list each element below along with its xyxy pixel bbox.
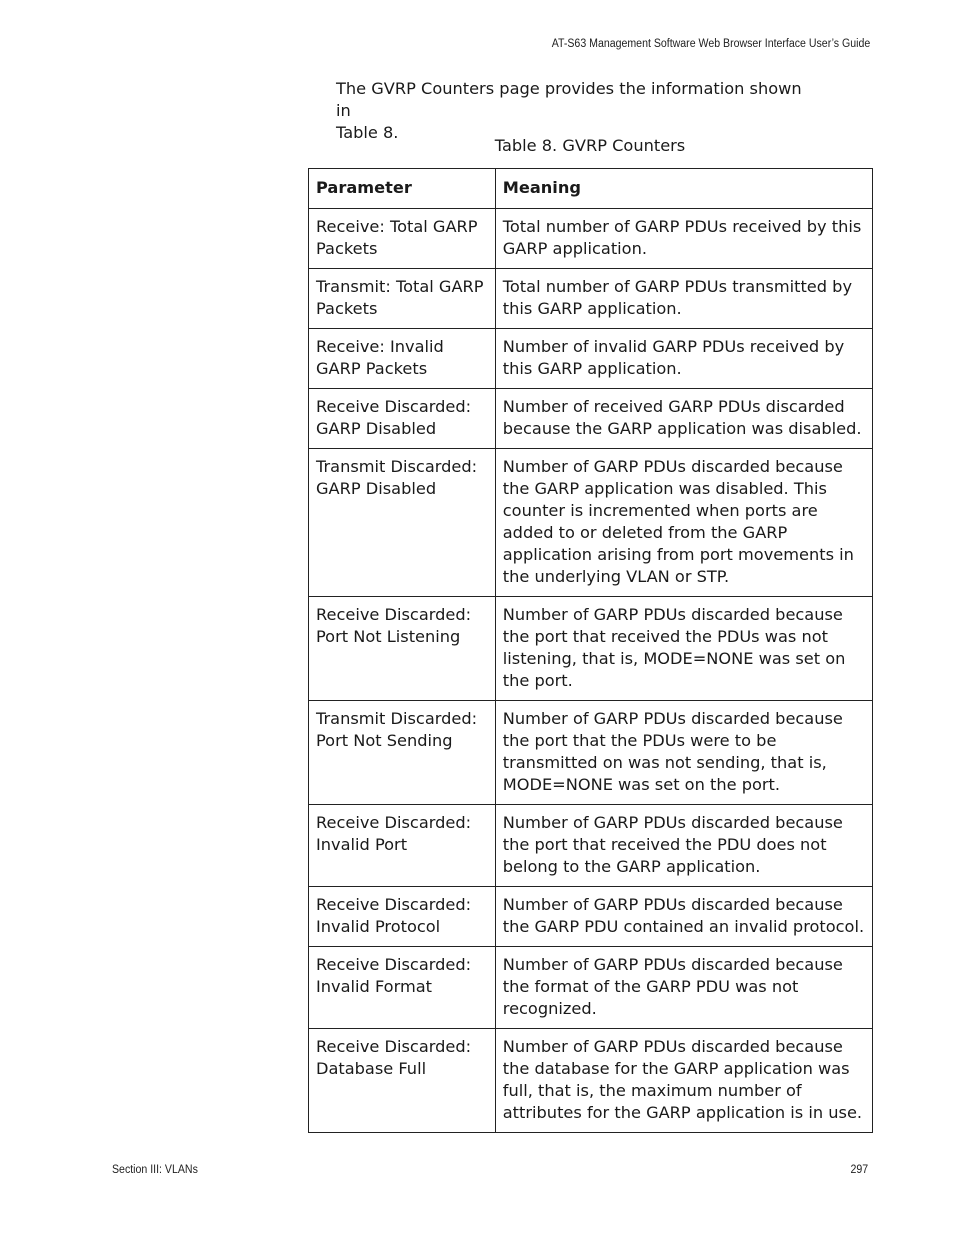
parameter-cell: Receive: Total GARP Packets <box>309 209 496 269</box>
parameter-cell: Receive Discarded: Port Not Listening <box>309 597 496 701</box>
meaning-cell: Number of GARP PDUs discarded because the port that received the PDU does not belong to the GARP application. <box>495 805 872 887</box>
meaning-cell: Number of invalid GARP PDUs received by this GARP application. <box>495 329 872 389</box>
table-row <box>309 209 873 269</box>
meaning-cell: Number of GARP PDUs discarded because the database for the GARP application was full, that is, the maximum number of attributes for the GARP application is in use. <box>495 1029 872 1133</box>
intro-line-1: The GVRP Counters page provides the information shown in <box>336 79 802 120</box>
parameter-cell: Receive: Invalid GARP Packets <box>309 329 496 389</box>
gvrp-counters-table <box>308 168 873 1133</box>
meaning-cell: Number of GARP PDUs discarded because the GARP application was disabled. This counter is incremented when ports are added to or deleted from the GARP application arising from port movements in the underlying VLAN or STP. <box>495 449 872 597</box>
parameter-cell: Receive Discarded: Invalid Port <box>309 805 496 887</box>
meaning-cell: Number of GARP PDUs discarded because the format of the GARP PDU was not recognized. <box>495 947 872 1029</box>
parameter-cell: Receive Discarded: Invalid Format <box>309 947 496 1029</box>
parameter-cell: Transmit Discarded: GARP Disabled <box>309 449 496 597</box>
parameter-cell: Receive Discarded: GARP Disabled <box>309 389 496 449</box>
table-row <box>309 701 873 805</box>
table-row <box>309 805 873 887</box>
table-row <box>309 269 873 329</box>
table-row <box>309 329 873 389</box>
meaning-cell: Number of GARP PDUs discarded because the GARP PDU contained an invalid protocol. <box>495 887 872 947</box>
running-header: AT-S63 Management Software Web Browser Interface User’s Guide <box>551 38 870 50</box>
table-row <box>309 947 873 1029</box>
meaning-cell: Total number of GARP PDUs transmitted by this GARP application. <box>495 269 872 329</box>
meaning-cell: Number of GARP PDUs discarded because the port that received the PDUs was not listening, that is, MODE=NONE was set on the port. <box>495 597 872 701</box>
parameter-cell: Transmit: Total GARP Packets <box>309 269 496 329</box>
table-header-row <box>309 169 873 209</box>
table-row <box>309 597 873 701</box>
footer-section-label: Section III: VLANs <box>112 1164 198 1176</box>
table-row <box>309 1029 873 1133</box>
column-header-meaning: Meaning <box>495 169 872 209</box>
parameter-cell: Transmit Discarded: Port Not Sending <box>309 701 496 805</box>
table-caption: Table 8. GVRP Counters <box>494 136 686 155</box>
meaning-cell: Total number of GARP PDUs received by this GARP application. <box>495 209 872 269</box>
meaning-cell: Number of GARP PDUs discarded because the port that the PDUs were to be transmitted on was not sending, that is, MODE=NONE was set on the port. <box>495 701 872 805</box>
table-row <box>309 389 873 449</box>
page-number: 297 <box>850 1164 868 1176</box>
meaning-cell: Number of received GARP PDUs discarded because the GARP application was disabled. <box>495 389 872 449</box>
column-header-parameter: Parameter <box>309 169 496 209</box>
parameter-cell: Receive Discarded: Invalid Protocol <box>309 887 496 947</box>
parameter-cell: Receive Discarded: Database Full <box>309 1029 496 1133</box>
table-row <box>309 449 873 597</box>
intro-line-2: Table 8. <box>336 123 399 142</box>
table-row <box>309 887 873 947</box>
